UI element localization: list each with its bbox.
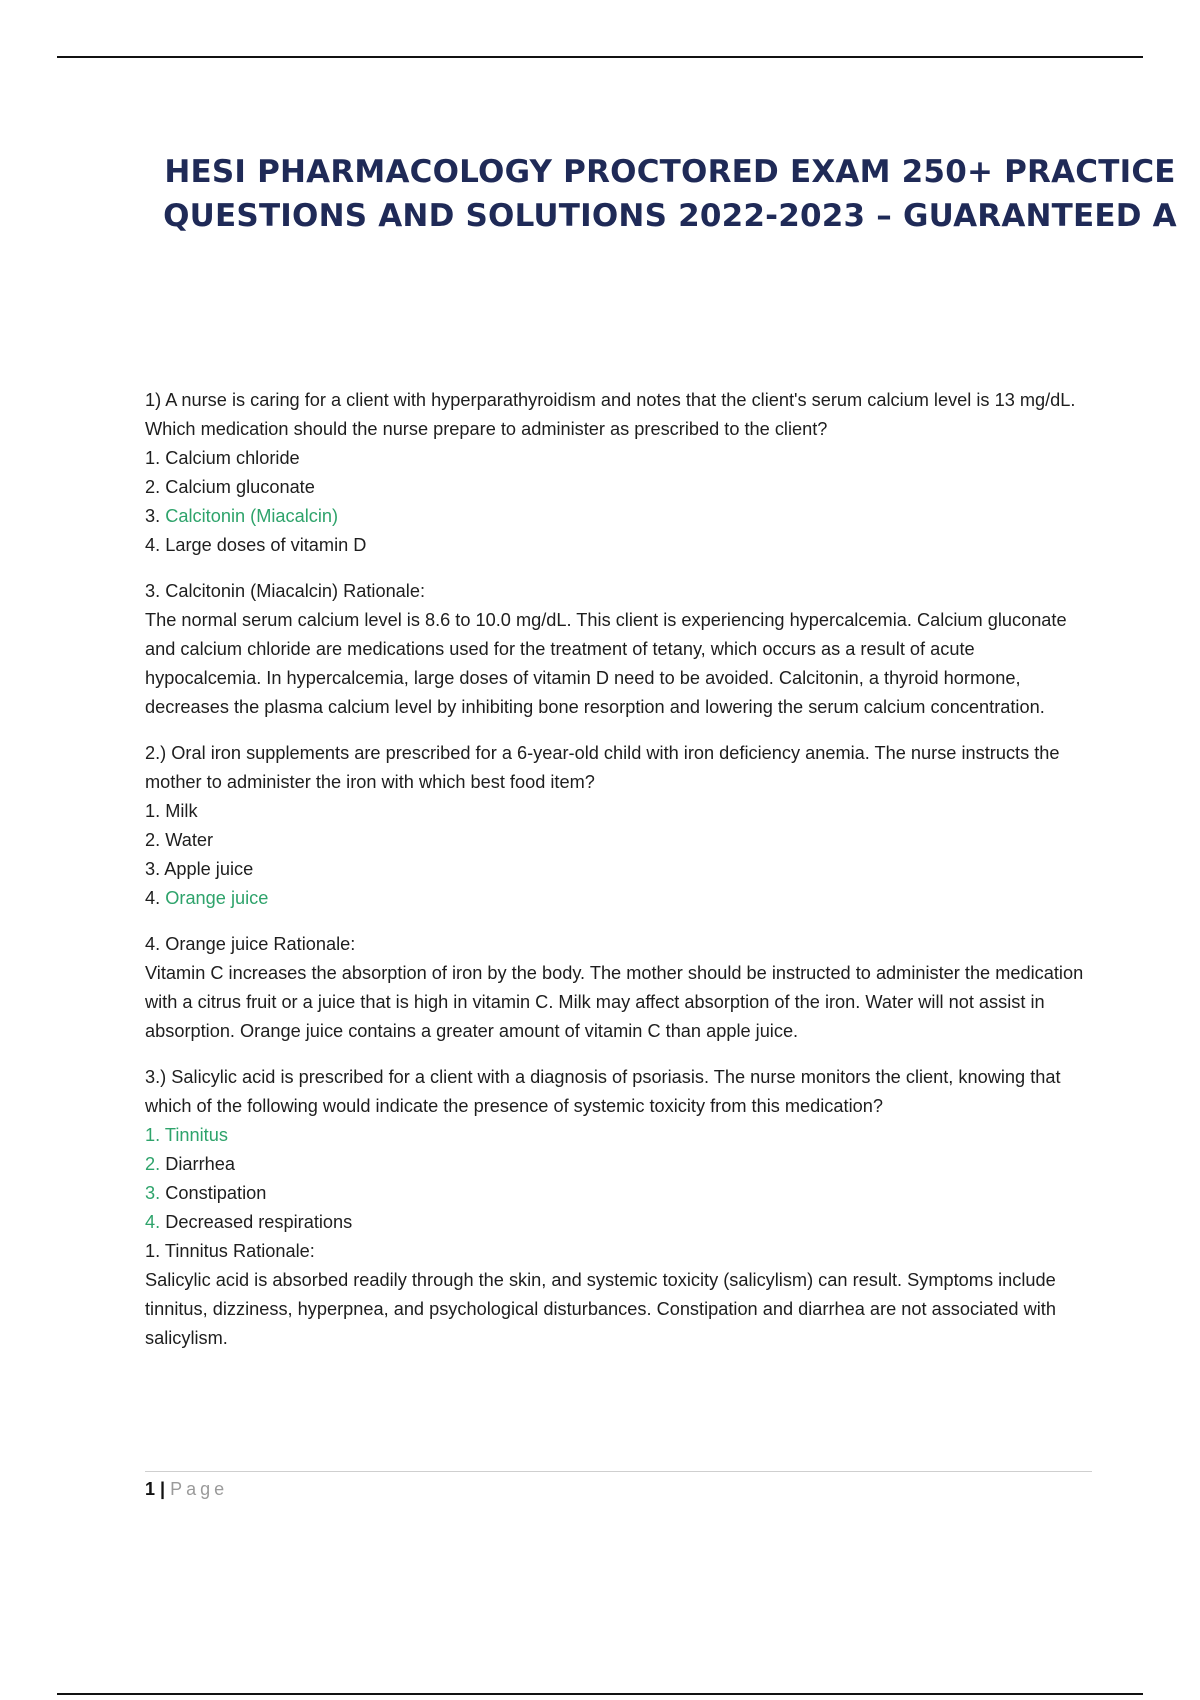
question-3 xyxy=(145,1063,1090,1353)
option-2: 2. Diarrhea xyxy=(145,1154,235,1174)
rationale-text: The normal serum calcium level is 8.6 to 10.0 mg/dL. This client is experiencing hypercalcemia. Calcium gluconate and calcium chloride are medications used for the treatment of tetany, which occurs as a result of acute hypocalcemia. In hypercalcemia, large doses of vitamin D need to be avoided. Calcitonin, a thyroid hormone, decreases the plasma calcium level by inhibiting bone resorption and lowering the serum calcium concentration. xyxy=(145,610,1067,717)
rationale-text: Vitamin C increases the absorption of iron by the body. The mother should be instructed to administer the medication with a citrus fruit or a juice that is high in vitamin C. Milk may affect absorption of the iron. Water will not assist in absorption. Orange juice contains a greater amount of vitamin C than apple juice. xyxy=(145,963,1084,1041)
option-4-correct: 4. Orange juice xyxy=(145,888,269,908)
option-1: 1. Calcium chloride xyxy=(145,448,300,468)
footer-separator: | xyxy=(160,1479,166,1499)
answer-heading: 1. Tinnitus Rationale: xyxy=(145,1241,315,1261)
document-body xyxy=(145,386,1090,1353)
question-1 xyxy=(145,386,1090,722)
document-title xyxy=(110,150,1200,238)
answer-heading: 3. Calcitonin (Miacalcin) Rationale: xyxy=(145,581,426,601)
option-4: 4. Decreased respirations xyxy=(145,1212,353,1232)
question-stem: 3.) Salicylic acid is prescribed for a client with a diagnosis of psoriasis. The nurse monitors the client, knowing that which of the following would indicate the presence of systemic toxicity from this medication? xyxy=(145,1067,1061,1116)
option-3: 3. Apple juice xyxy=(145,859,254,879)
rationale-text: Salicylic acid is absorbed readily through the skin, and systemic toxicity (salicylism) can result. Symptoms include tinnitus, dizziness, hyperpnea, and psychological disturbances. Constipation and diarrhea are not associated with salicylism. xyxy=(145,1270,1056,1348)
page-label: Page xyxy=(170,1479,229,1499)
question-stem: 1) A nurse is caring for a client with hyperparathyroidism and notes that the client's serum calcium level is 13 mg/dL. Which medication should the nurse prepare to administer as prescribed to the client? xyxy=(145,390,1076,439)
question-2 xyxy=(145,739,1090,1046)
title-line-1: HESI PHARMACOLOGY PROCTORED EXAM 250+ PRACTICE xyxy=(164,154,1176,190)
option-3-correct: 3. Calcitonin (Miacalcin) xyxy=(145,506,339,526)
option-1: 1. Milk xyxy=(145,801,198,821)
answer-heading: 4. Orange juice Rationale: xyxy=(145,934,356,954)
top-rule xyxy=(57,56,1143,58)
option-2: 2. Water xyxy=(145,830,214,850)
page-number: 1 xyxy=(145,1479,156,1499)
option-2: 2. Calcium gluconate xyxy=(145,477,315,497)
page-footer xyxy=(145,1475,228,1503)
option-3: 3. Constipation xyxy=(145,1183,267,1203)
option-4: 4. Large doses of vitamin D xyxy=(145,535,367,555)
question-stem: 2.) Oral iron supplements are prescribed for a 6-year-old child with iron deficiency anemia. The nurse instructs the mother to administer the iron with which best food item? xyxy=(145,743,1060,792)
title-line-2: QUESTIONS AND SOLUTIONS 2022-2023 – GUARANTEED A xyxy=(163,198,1177,234)
option-1-correct: 1. Tinnitus xyxy=(145,1125,228,1145)
footer-divider xyxy=(145,1471,1092,1472)
bottom-rule xyxy=(57,1693,1143,1695)
